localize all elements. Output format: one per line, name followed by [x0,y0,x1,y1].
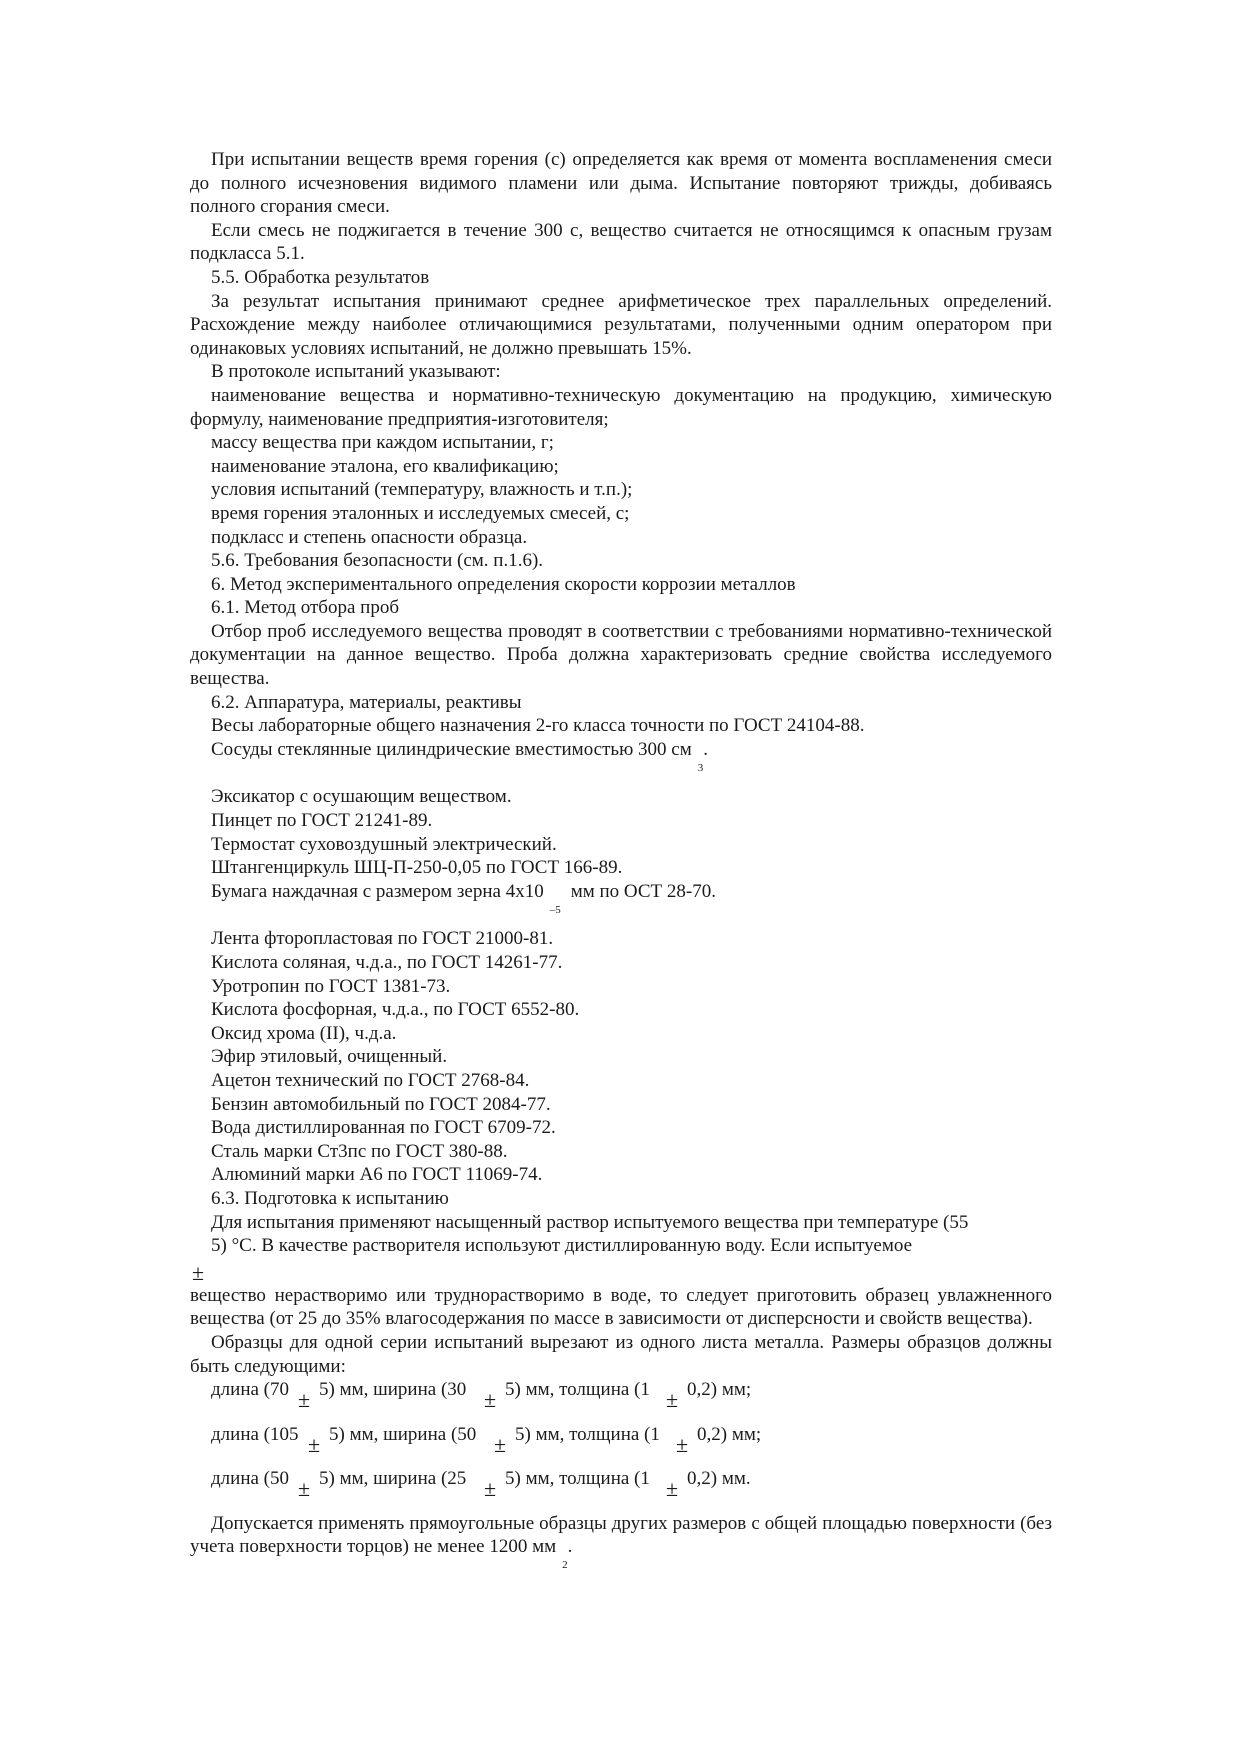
plus-minus-symbol: ± [666,1476,679,1502]
material-steel: Сталь марки Ст3пс по ГОСТ 380-88. [211,1140,508,1162]
heading-5-5: 5.5. Обработка результатов [211,266,430,288]
heading-6-3: 6.3. Подготовка к испытанию [211,1187,449,1209]
reagent-phosphoric: Кислота фосфорная, ч.д.а., по ГОСТ 6552-80. [211,999,580,1021]
paragraph-solution-line2: 5) °С. В качестве растворителя используют дистиллированную воду. Если испытуемое [211,1235,913,1257]
paragraph-solution-rest: вещество нерастворимо или труднорастворимо в воде, то следует приготовить образец увлажненного вещества (от 25 до 35% влагосодержания по массе в зависимости от дисперсности и свойств вещества). [190,1284,1052,1330]
paragraph-solution-line1: Для испытания применяют насыщенный раствор испытуемого вещества при температуре (55 [211,1211,969,1233]
reagent-acetone: Ацетон технический по ГОСТ 2768-84. [211,1069,530,1091]
equipment-tape: Лента фторопластовая по ГОСТ 21000-81. [211,928,554,950]
paragraph-burning-time: При испытании веществ время горения (с) определяется как время от момента воспламенения смеси до полного исчезновения видимого пламени или дыма. Испытание повторяют трижды, добиваясь полного сгорания смеси. [190,149,1052,218]
paragraph-sampling: Отбор проб исследуемого вещества проводят в соответствии с требованиями нормативно-технической документации на данное вещество. Проба должна характеризовать средние свойства исследуемого вещества. [190,620,1052,690]
equipment-thermostat: Термостат суховоздушный электрический. [211,833,557,855]
superscript-2: 2 [562,1559,568,1572]
protocol-item-mass: массу вещества при каждом испытании, г; [211,432,554,454]
paragraph-other-sizes: Допускается применять прямоугольные образцы других размеров с общей площадью поверхности (без учета поверхности торцов) не менее 1200 $мм_2$. [190,1512,1052,1572]
paragraph-samples: Образцы для одной серии испытаний вырезают из одного листа металла. Размеры образцов должны быть следующими: [190,1331,1052,1377]
superscript-3: 3 [697,761,704,774]
heading-5-6: 5.6. Требования безопасности (см. п.1.6). [211,550,544,572]
plus-minus-symbol: ± [494,1431,507,1457]
dimension-row: длина (105 ± 5) мм, ширина (50 ± 5) мм, толщина (1 ± 0,2) мм; [211,1423,762,1457]
material-aluminium: Алюминий марки А6 по ГОСТ 11069-74. [211,1164,543,1186]
equipment-desiccator: Эксикатор с осушающим веществом. [211,786,512,808]
reagent-hcl: Кислота соляная, ч.д.а., по ГОСТ 14261-77. [211,952,563,973]
paragraph-result: За результат испытания принимают среднее арифметическое трех параллельных определений. Расхождение между наиболее отличающимися результатами, полученными одним оператором при одинаковых условиях испытаний, не должно превышать 15%. [190,290,1052,359]
protocol-item-time: время горения эталонных и исследуемых смесей, с; [211,502,630,524]
reagent-water: Вода дистиллированная по ГОСТ 6709-72. [211,1117,556,1139]
heading-6-1: 6.1. Метод отбора проб [211,597,399,619]
equipment-caliper: Штангенциркуль ШЦ-П-250-0,05 по ГОСТ 166-89. [211,857,623,879]
plus-minus-symbol: ± [298,1387,311,1413]
reagent-gasoline: Бензин автомобильный по ГОСТ 2084-77. [211,1093,551,1115]
document-page [190,148,1052,1572]
protocol-item-class: подкласс и степень опасности образца. [211,526,528,548]
plus-minus-symbol: ± [484,1476,497,1502]
dimension-row: длина (50 ± 5) мм, ширина (25 ± 5) мм, толщина (1 ± 0,2) мм. [211,1468,751,1502]
equipment-scales: Весы лабораторные общего назначения 2-го класса точности по ГОСТ 24104-88. [211,715,865,737]
plus-minus-symbol: ± [298,1476,311,1502]
protocol-item-standard: наименование эталона, его квалификацию; [211,455,559,477]
paragraph-no-ignition: Если смесь не поджигается в течение 300 с, вещество считается не относящимся к опасным грузам подкласса 5.1. [190,219,1052,265]
plus-minus-symbol: ± [676,1431,689,1457]
plus-minus-line [190,1258,1052,1284]
equipment-vessels: Сосуды стеклянные цилиндрические вместимостью 300 $см_3$. [211,738,708,774]
protocol-item-substance: наименование вещества и нормативно-техническую документацию на продукцию, химическую формулу, наименование предприятия-изготовителя; [190,384,1052,430]
equipment-tweezers: Пинцет по ГОСТ 21241-89. [211,810,433,832]
paragraph-protocol-intro: В протоколе испытаний указывают: [211,361,501,383]
heading-6-2: 6.2. Аппаратура, материалы, реактивы [211,691,522,713]
protocol-item-conditions: условия испытаний (температуру, влажность и т.п.); [211,479,633,501]
reagent-ether: Эфир этиловый, очищенный. [211,1046,448,1068]
superscript-minus-5: –5 [549,903,561,916]
dimension-row: длина (70 ± 5) мм, ширина (30 ± 5) мм, толщина (1 ± 0,2) мм; [211,1379,752,1413]
plus-minus-symbol: ± [484,1387,497,1413]
plus-minus-symbol: ± [192,1259,205,1285]
reagent-chromium-oxide: Оксид хрома (II), ч.д.а. [211,1022,397,1044]
reagent-urotropin: Уротропин по ГОСТ 1381-73. [211,975,451,997]
plus-minus-symbol: ± [308,1431,321,1457]
heading-6: 6. Метод экспериментального определения скорости коррозии металлов [211,573,796,595]
equipment-sandpaper: Бумага наждачная с размером зерна $4x10_{-5}мм$ по ОСТ 28-70. [211,880,716,916]
plus-minus-symbol: ± [666,1387,679,1413]
